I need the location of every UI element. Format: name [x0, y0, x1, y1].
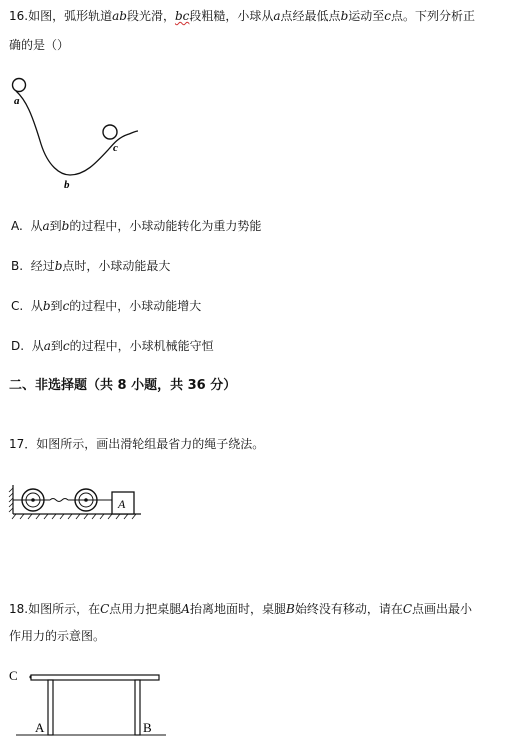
fixed-pulley-hub	[31, 498, 35, 502]
label-B: B	[143, 720, 152, 735]
option-d[interactable]	[11, 338, 214, 354]
leg-b	[135, 680, 140, 735]
q16-stem-part: 段粗糙，小球从	[189, 9, 274, 23]
var-C: C	[402, 602, 413, 616]
tabletop	[31, 675, 159, 680]
option-d-text: 从	[31, 339, 44, 353]
var-B: B	[285, 602, 295, 616]
label-A: A	[35, 720, 45, 735]
option-a-text: 到	[49, 219, 62, 233]
q18-stem-part: 18.如图所示，在	[9, 602, 101, 616]
ball-at-c	[103, 125, 117, 139]
q16-track-figure	[8, 74, 148, 194]
option-c[interactable]	[11, 298, 201, 314]
option-c-text: 到	[50, 299, 63, 313]
var-ab: ab	[112, 9, 127, 23]
label-C: C	[9, 668, 18, 683]
var-a: a	[42, 219, 50, 233]
q16-stem-part: 段光滑，	[126, 9, 175, 23]
option-b-text: 经过	[30, 259, 55, 273]
var-b: b	[54, 259, 63, 273]
label-b: b	[64, 179, 70, 191]
option-key: B.	[11, 259, 24, 273]
var-a: a	[273, 9, 281, 23]
leg-a	[48, 680, 53, 735]
q18-stem-line2: 作用力的示意图。	[9, 629, 106, 643]
q18-stem-part: 点画出最小	[412, 602, 473, 616]
pulley-figure	[8, 482, 148, 522]
option-b-text: 点时，小球动能最大	[62, 259, 171, 273]
rope-segment	[50, 499, 68, 502]
var-c: c	[62, 299, 70, 313]
table-figure	[6, 665, 176, 745]
var-a: a	[43, 339, 51, 353]
movable-pulley-hub	[84, 498, 88, 502]
option-key: A.	[11, 219, 23, 233]
q18-stem-part: 始终没有移动，请在	[294, 602, 403, 616]
q16-stem-line1	[9, 8, 475, 24]
q17-stem: 17．如图所示，画出滑轮组最省力的绳子绕法。	[9, 437, 265, 451]
option-a[interactable]	[11, 218, 261, 234]
q18-stem-part: 点用力把桌腿	[109, 602, 182, 616]
var-C: C	[100, 602, 110, 616]
q16-stem-part: 点。下列分析正	[391, 9, 476, 23]
label-a: a	[14, 95, 20, 107]
option-a-text: 从	[30, 219, 43, 233]
option-key: D.	[11, 339, 25, 353]
var-b: b	[340, 9, 349, 23]
ground-hatch	[12, 514, 136, 519]
q16-stem-part: 点经最低点	[280, 9, 341, 23]
var-c: c	[62, 339, 70, 353]
section-heading: 二、非选择题（共 8 小题，共 36 分）	[9, 378, 237, 393]
option-c-text: 的过程中，小球动能增大	[69, 299, 202, 313]
q16-number: 16.	[9, 9, 29, 23]
ball-at-a	[13, 79, 26, 92]
q16-stem-part: 运动至	[348, 9, 385, 23]
q18-stem-line1	[9, 601, 472, 617]
var-bc: bc	[174, 9, 190, 23]
q16-stem-line2: 确的是（）	[9, 38, 70, 52]
option-d-text: 的过程中，小球机械能守恒	[69, 339, 214, 353]
label-c: c	[113, 142, 118, 154]
wall-hatch	[9, 488, 13, 512]
track-curve	[16, 91, 138, 175]
option-key: C.	[11, 299, 24, 313]
var-b: b	[61, 219, 70, 233]
block-a-label: A	[118, 497, 126, 511]
var-A: A	[181, 602, 190, 616]
q16-stem-part: 如图，弧形轨道	[28, 9, 113, 23]
q18-stem-part: 抬离地面时，桌腿	[189, 602, 286, 616]
option-d-text: 到	[50, 339, 63, 353]
option-a-text: 的过程中，小球动能转化为重力势能	[69, 219, 262, 233]
var-b: b	[42, 299, 51, 313]
var-c: c	[384, 9, 391, 23]
option-b[interactable]	[11, 258, 170, 274]
option-c-text: 从	[30, 299, 43, 313]
